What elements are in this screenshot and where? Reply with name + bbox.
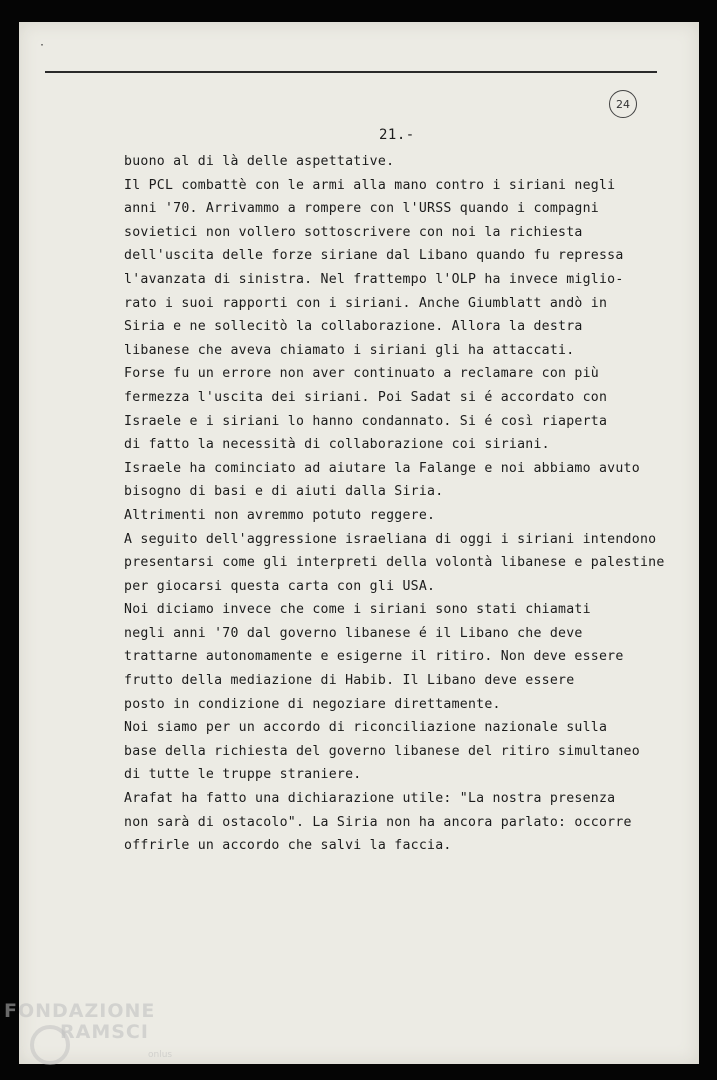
text-line: fermezza l'uscita dei siriani. Poi Sadat si é accordato con — [124, 389, 608, 405]
text-line: buono al di là delle aspettative. — [124, 154, 395, 169]
text-line: presentarsi come gli interpreti della volontà libanese e palestine — [124, 555, 665, 571]
text-line: Noi siamo per un accordo di riconciliazione nazionale sulla — [124, 720, 608, 736]
corner-mark: · — [39, 40, 46, 51]
header-rule — [45, 71, 657, 73]
text-line: Siria e ne sollecitò la collaborazione. Allora la destra — [124, 319, 583, 335]
text-line: negli anni '70 dal governo libanese é il Libano che deve — [124, 625, 583, 641]
archive-page-number-text: 24 — [616, 97, 630, 111]
watermark-line2: RAMSCI — [60, 1021, 149, 1043]
text-line: frutto della mediazione di Habib. Il Libano deve essere — [124, 673, 575, 689]
text-line: offrirle un accordo che salvi la faccia. — [124, 838, 452, 854]
text-line: Arafat ha fatto una dichiarazione utile: "La nostra presenza — [124, 791, 616, 807]
text-line: Israele ha cominciato ad aiutare la Falange e noi abbiamo avuto — [124, 460, 640, 476]
text-line: Israele e i siriani lo hanno condannato. Si é così riaperta — [124, 413, 608, 429]
text-line: dell'uscita delle forze siriane dal Libano quando fu repressa — [124, 248, 624, 264]
text-line: trattarne autonomamente e esigerne il ritiro. Non deve essere — [124, 649, 624, 665]
text-line: base della richiesta del governo libanese del ritiro simultaneo — [124, 743, 640, 759]
text-line: Il PCL combattè con le armi alla mano contro i siriani negli — [124, 177, 616, 193]
text-line: di fatto la necessità di collaborazione coi siriani. — [124, 437, 550, 453]
text-line: anni '70. Arrivammo a rompere con l'URSS quando i compagni — [124, 201, 599, 217]
text-line: rato i suoi rapporti con i siriani. Anche Giumblatt andò in — [124, 295, 608, 311]
text-line: Noi diciamo invece che come i siriani sono stati chiamati — [124, 602, 591, 618]
text-line: per giocarsi questa carta con gli USA. — [124, 578, 436, 594]
text-line: Forse fu un errore non aver continuato a reclamare con più — [124, 366, 599, 382]
archive-page-number — [609, 90, 637, 118]
text-line: A seguito dell'aggressione israeliana di oggi i siriani intendono — [124, 531, 657, 547]
text-line: di tutte le truppe straniere. — [124, 767, 362, 783]
text-line: l'avanzata di sinistra. Nel frattempo l'OLP ha invece miglio- — [124, 271, 624, 287]
text-line: non sarà di ostacolo". La Siria non ha ancora parlato: occorre — [124, 814, 632, 830]
fondazione-gramsci-watermark — [4, 1000, 204, 1070]
text-line: sovietici non vollero sottoscrivere con noi la richiesta — [124, 224, 583, 240]
text-line: libanese che aveva chiamato i siriani gli ha attaccati. — [124, 342, 575, 358]
text-line: posto in condizione di negoziare direttamente. — [124, 696, 501, 712]
body-text — [124, 150, 684, 858]
watermark-suffix: onlus — [148, 1050, 173, 1060]
text-line: Altrimenti non avremmo potuto reggere. — [124, 507, 436, 523]
page-number: 21.- — [379, 127, 415, 143]
watermark-line1: FONDAZIONE — [4, 1000, 156, 1022]
text-line: bisogno di basi e di aiuti dalla Siria. — [124, 484, 444, 500]
